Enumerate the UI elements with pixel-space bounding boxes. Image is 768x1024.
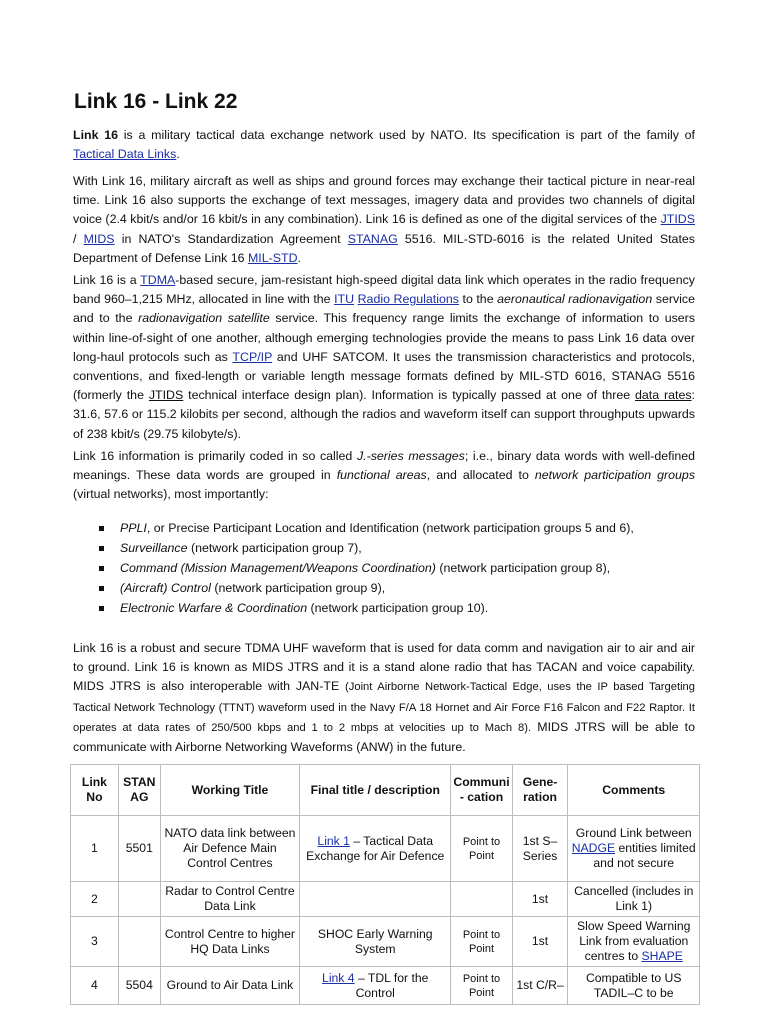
- list-item: PPLI, or Precise Participant Location and Identification (network participation groups 5 and 6),: [96, 518, 696, 538]
- technical-paragraph: Link 16 is a TDMA-based secure, jam-resistant high-speed digital data link which operates in the radio frequency band 960–1,215 MHz, allocated in line with the ITU Radio Regulations to the aeronautical radionavigation service and to the radionavigation satellite service. This frequency range limits the exchange of information to users within line-of-sight of one another, although emerging technologies provide the means to pass Link 16 data over long-haul protocols such as TCP/IP and UHF SATCOM. It uses the transmission characteristics and protocols, conventions, and fixed-length or variable length message formats defined by MIL-STD 6016, STANAG 5516 (formerly the JTIDS technical interface design plan). Information is typically passed at one of three data rates: 31.6, 57.6 or 115.2 kilobits per second, although the radios and waveform itself can support throughputs upwards of 238 kbit/s (29.75 kilobyte/s).: [73, 273, 696, 441]
- capabilities-paragraph: With Link 16, military aircraft as well as ships and ground forces may exchange their tactical picture in near-real time. Link 16 also supports the exchange of text messages, imagery data and provides two channels of digital voice (2.4 kbit/s and/or 16 kbit/s in any combination). Link 16 is defined as one of the digital services of the JTIDS / MIDS in NATO's Standardization Agreement STANAG 5516. MIL-STD-6016 is the related United States Department of Defense Link 16 MIL-STD.: [73, 174, 695, 265]
- header-link-no: Link No: [71, 765, 119, 816]
- data-rates-underlined: data rates: [635, 388, 692, 403]
- shape-link[interactable]: SHAPE: [641, 949, 683, 963]
- radio-regulations-link[interactable]: Radio Regulations: [357, 292, 459, 307]
- table-row: 2 Radar to Control Centre Data Link 1st Cancelled (includes in Link 1): [71, 882, 700, 917]
- header-final-title: Final title / description: [300, 765, 451, 816]
- table-row: 4 5504 Ground to Air Data Link Link 4 – TDL for the Control Point to Point 1st C/R– Compatible to US TADIL–C to be: [71, 967, 700, 1005]
- list-item: Electronic Warfare & Coordination (network participation group 10).: [96, 598, 696, 618]
- list-item: Surveillance (network participation group 7),: [96, 538, 696, 558]
- itu-link[interactable]: ITU: [334, 292, 355, 307]
- list-item: Command (Mission Management/Weapons Coordination) (network participation group 8),: [96, 558, 696, 578]
- links-table: [70, 764, 700, 1005]
- jtids-underlined: JTIDS: [148, 388, 184, 403]
- messages-paragraph: Link 16 information is primarily coded in so called J.-series messages; i.e., binary data words with well-defined meanings. These data words are grouped in functional areas, and allocated to network participation groups (virtual networks), most importantly:: [73, 449, 696, 502]
- intro-paragraph: Link 16 is a military tactical data exchange network used by NATO. Its specification is part of the family of Tactical Data Links.: [73, 128, 695, 162]
- link-4-link[interactable]: Link 4: [322, 970, 355, 985]
- tdma-link[interactable]: TDMA: [140, 273, 176, 287]
- bold-term: Link 16: [73, 128, 119, 142]
- header-communication: Communi - cation: [451, 765, 512, 816]
- header-working-title: Working Title: [160, 765, 299, 816]
- header-generation: Gene- ration: [512, 765, 568, 816]
- nadge-link[interactable]: NADGE: [571, 841, 616, 855]
- page-title: Link 16 - Link 22: [74, 90, 238, 113]
- mil-std-link[interactable]: MIL-STD: [247, 250, 298, 265]
- tactical-data-links-link[interactable]: Tactical Data Links: [73, 147, 177, 162]
- jtids-link[interactable]: JTIDS: [660, 212, 695, 227]
- tcp-ip-link[interactable]: TCP/IP: [232, 349, 273, 364]
- table-row: 1 5501 NATO data link between Air Defence Main Control Centres Link 1 – Tactical Data Exchange for Air Defence Point to Point 1st S–Series Ground Link between NADGE entities limited and not secure: [71, 816, 700, 882]
- header-comments: Comments: [568, 765, 700, 816]
- table-header-row: [71, 765, 700, 816]
- link-1-link[interactable]: Link 1: [317, 833, 350, 848]
- table-row: 3 Control Centre to higher HQ Data Links SHOC Early Warning System Point to Point 1st Slow Speed Warning Link from evaluation centres to SHAPE: [71, 917, 700, 967]
- list-item: (Aircraft) Control (network participation group 9),: [96, 578, 696, 598]
- waveform-paragraph: Link 16 is a robust and secure TDMA UHF waveform that is used for data comm and navigation air to air and air to ground. Link 16 is known as MIDS JTRS and it is a stand alone radio that has TACAN and voice capability. MIDS JTRS is also interoperable with JAN-TE (Joint Airborne Network-Tactical Edge, uses the IP based Targeting Tactical Network Technology (TTNT) waveform used in the Navy F/A 18 Hornet and Air Force F16 Falcon and F22 Raptor. It operates at data rates of 250/500 kbps and 1 to 2 mbps at velocities up to Mach 8). MIDS JTRS will be able to communicate with Airborne Networking Waveforms (ANW) in the future.: [73, 641, 695, 755]
- mids-link[interactable]: MIDS: [83, 231, 115, 246]
- header-stanag: STAN AG: [118, 765, 160, 816]
- participation-groups-list: [96, 518, 696, 618]
- stanag-link[interactable]: STANAG: [347, 231, 398, 246]
